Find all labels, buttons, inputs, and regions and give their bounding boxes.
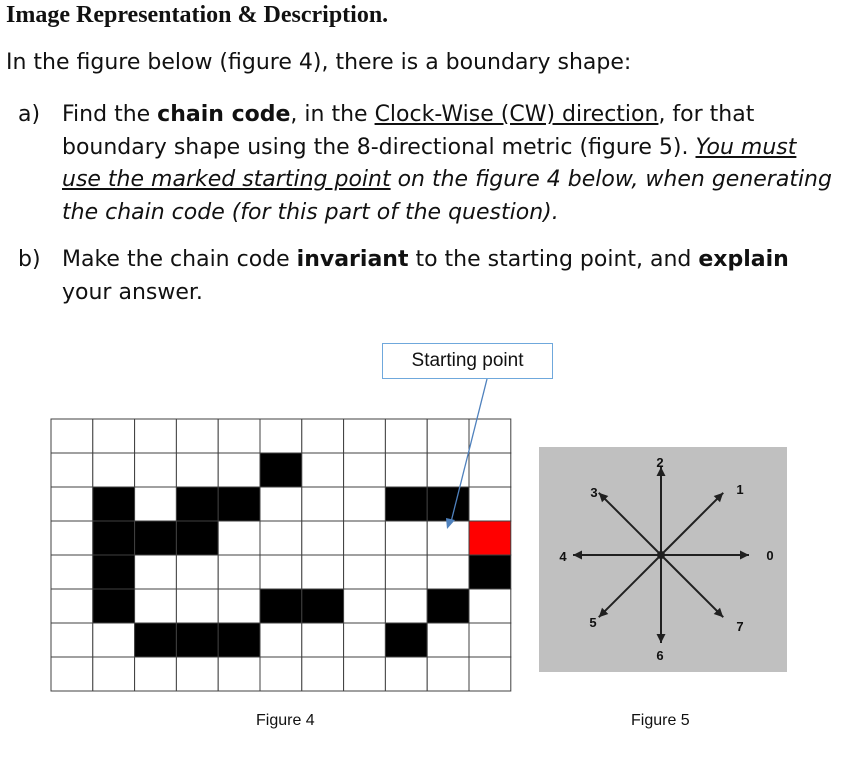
grid-cell xyxy=(344,555,386,589)
grid-cell xyxy=(93,419,135,453)
boundary-cell xyxy=(385,623,427,657)
boundary-cell xyxy=(176,623,218,657)
grid-cell xyxy=(51,623,93,657)
direction-2-label: 2 xyxy=(656,455,664,470)
grid-cell xyxy=(93,657,135,691)
boundary-cell xyxy=(218,487,260,521)
grid-cell xyxy=(385,453,427,487)
grid-cell xyxy=(344,521,386,555)
boundary-cell xyxy=(218,623,260,657)
figure4-caption: Figure 4 xyxy=(256,712,315,729)
grid-cell xyxy=(344,589,386,623)
grid-cell xyxy=(344,657,386,691)
grid-cell xyxy=(176,555,218,589)
boundary-cell xyxy=(427,589,469,623)
grid-cell xyxy=(469,657,511,691)
grid-cell xyxy=(385,589,427,623)
grid-cell xyxy=(385,657,427,691)
figure4-grid xyxy=(51,419,511,691)
direction-5-label: 5 xyxy=(589,615,597,630)
grid-cell xyxy=(218,521,260,555)
direction-6-label: 6 xyxy=(656,648,664,663)
starting-point-callout: Starting point xyxy=(382,343,553,379)
direction-3-label: 3 xyxy=(590,485,598,500)
boundary-cell xyxy=(176,487,218,521)
grid-cell xyxy=(344,419,386,453)
grid-cell xyxy=(176,589,218,623)
grid-cell xyxy=(469,453,511,487)
grid-cell xyxy=(302,453,344,487)
grid-cell xyxy=(385,555,427,589)
question-b-part: your answer. xyxy=(62,279,203,305)
grid-cell xyxy=(176,453,218,487)
question-a-part: on the figure 4 below, when generating the chain code (for this part of the question). xyxy=(62,167,832,225)
figure5-caption: Figure 5 xyxy=(631,712,690,729)
boundary-cell xyxy=(427,487,469,521)
grid-cell xyxy=(344,453,386,487)
grid-cell xyxy=(176,657,218,691)
question-a-part: Find the xyxy=(62,102,158,127)
question-a-label: a) xyxy=(18,102,41,127)
grid-cell xyxy=(51,453,93,487)
direction-0-label: 0 xyxy=(766,548,774,563)
boundary-cell xyxy=(469,555,511,589)
grid-cell xyxy=(51,521,93,555)
grid-cell xyxy=(135,657,177,691)
start-point-instruction: You must use the marked starting point xyxy=(62,134,797,192)
boundary-cell xyxy=(93,589,135,623)
grid-cell xyxy=(51,419,93,453)
grid-cell xyxy=(93,453,135,487)
grid-cell xyxy=(218,453,260,487)
boundary-cell xyxy=(135,521,177,555)
grid-cell xyxy=(385,521,427,555)
heading: Image Representation & Description. xyxy=(6,2,389,28)
direction-4-label: 4 xyxy=(559,549,567,564)
grid-cell xyxy=(302,623,344,657)
boundary-cell xyxy=(302,589,344,623)
explain-term: explain xyxy=(698,247,789,272)
grid-cell xyxy=(218,657,260,691)
grid-cell xyxy=(135,589,177,623)
grid-cell xyxy=(93,623,135,657)
boundary-cell xyxy=(260,453,302,487)
grid-cell xyxy=(469,623,511,657)
grid-cell xyxy=(427,657,469,691)
invariant-term: invariant xyxy=(296,247,409,272)
grid-cell xyxy=(260,555,302,589)
grid-cell xyxy=(302,487,344,521)
grid-cell xyxy=(51,555,93,589)
grid-cell xyxy=(135,453,177,487)
grid-cell xyxy=(260,487,302,521)
boundary-cell xyxy=(135,623,177,657)
direction-7-label: 7 xyxy=(736,619,744,634)
boundary-cell xyxy=(93,487,135,521)
boundary-cell xyxy=(176,521,218,555)
grid-cell xyxy=(385,419,427,453)
grid-cell xyxy=(218,555,260,589)
cw-direction-term: Clock-Wise (CW) direction xyxy=(374,102,659,127)
boundary-cell xyxy=(385,487,427,521)
grid-cell xyxy=(218,589,260,623)
grid-cell xyxy=(260,521,302,555)
grid-cell xyxy=(469,487,511,521)
grid-cell xyxy=(427,419,469,453)
grid-cell xyxy=(427,623,469,657)
grid-cell xyxy=(135,487,177,521)
grid-cell xyxy=(469,589,511,623)
boundary-cell xyxy=(260,589,302,623)
direction-1-label: 1 xyxy=(736,482,744,497)
grid-cell xyxy=(260,623,302,657)
question-a-part: , for that boundary shape using the 8-directional metric (figure 5). xyxy=(62,102,755,160)
grid-cell xyxy=(51,589,93,623)
grid-cell xyxy=(344,623,386,657)
grid-cell xyxy=(344,487,386,521)
grid-cell xyxy=(176,419,218,453)
grid-cell xyxy=(302,419,344,453)
grid-cell xyxy=(260,419,302,453)
grid-cell xyxy=(218,419,260,453)
grid-cell xyxy=(302,521,344,555)
chain-code-term: chain code xyxy=(157,102,291,127)
grid-cell xyxy=(260,657,302,691)
grid-cell xyxy=(302,657,344,691)
boundary-cell xyxy=(93,555,135,589)
grid-cell xyxy=(302,555,344,589)
question-b-part: to the starting point, and xyxy=(408,247,699,272)
start-cell xyxy=(469,521,511,555)
grid-cell xyxy=(135,419,177,453)
grid-cell xyxy=(51,487,93,521)
grid-cell xyxy=(51,657,93,691)
question-b-label: b) xyxy=(18,247,41,272)
grid-cell xyxy=(427,453,469,487)
question-b-part: Make the chain code xyxy=(62,247,297,272)
grid-cell xyxy=(427,555,469,589)
grid-cell xyxy=(135,555,177,589)
question-a-part: , in the xyxy=(290,102,375,127)
intro-text: In the figure below (figure 4), there is a boundary shape: xyxy=(6,50,632,75)
boundary-cell xyxy=(93,521,135,555)
